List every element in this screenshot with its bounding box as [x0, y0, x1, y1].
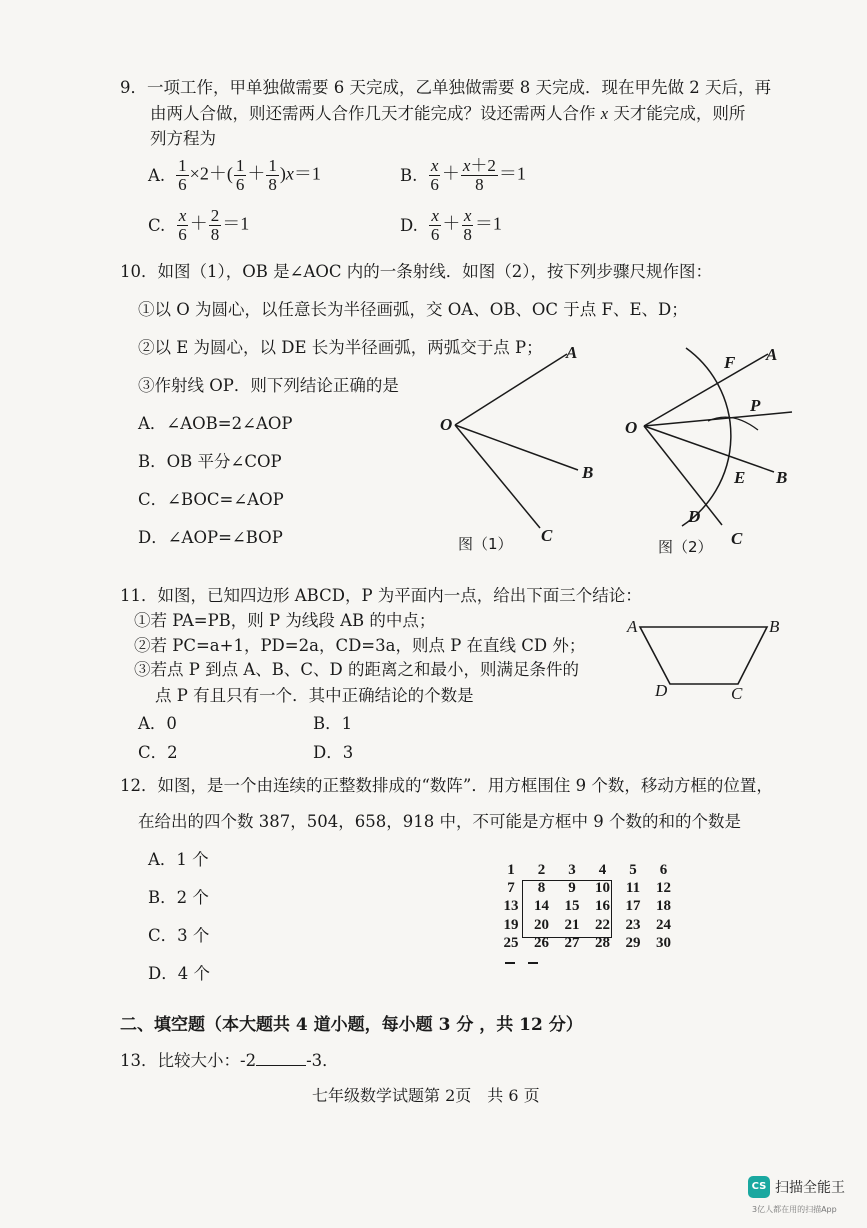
q9-line2-end: 天才能完成，则所	[613, 104, 746, 123]
q9-var-x: x	[600, 104, 609, 123]
grid-cell: 22	[595, 916, 610, 933]
grid-cell: 21	[564, 916, 580, 933]
q11-label-b: B	[769, 617, 780, 636]
grid-cell: 12	[656, 880, 671, 897]
camscanner-name: 扫描全能王	[775, 1180, 845, 1196]
q11-label-d: D	[655, 681, 668, 700]
q9-option-d	[400, 202, 502, 248]
q10-line1: 10．如图（1），OB 是∠AOC 内的一条射线．如图（2），按下列步骤尺规作图：	[120, 262, 713, 281]
grid-cell: 26	[534, 934, 549, 951]
q10-step3: ③作射线 OP．则下列结论正确的是	[138, 376, 399, 395]
q9-line2	[150, 106, 745, 123]
q13-suffix: -3．	[306, 1051, 339, 1070]
grid-cell: 7	[507, 880, 515, 897]
grid-cell: 17	[625, 898, 641, 915]
q9-option-a-label: A.	[148, 165, 166, 185]
grid-cell: 15	[564, 898, 580, 915]
q10-option-b: B．OB 平分∠COP	[138, 452, 282, 471]
section-2-heading: 二、填空题（本大题共 4 道小题，每小题 3 分 ，共 12 分）	[120, 1015, 583, 1035]
q11-conclusion-2: ②若 PC=a+1，PD=2a，CD=3a，则点 P 在直线 CD 外；	[134, 636, 586, 655]
grid-cell: 8	[537, 880, 546, 897]
grid-cell: 30	[656, 934, 671, 951]
number-grid-box	[522, 880, 612, 938]
q11-conclusion-3b: 点 P 有且只有一个．其中正确结论的个数是	[155, 686, 474, 705]
q12-option-a: A．1 个	[148, 850, 209, 869]
grid-cell: 14	[534, 898, 549, 915]
q12-line1: 12．如图，是一个由连续的正整数排成的“数阵”．用方框围住 9 个数，移动方框的位置，	[120, 776, 773, 795]
q10-option-c: C．∠BOC=∠AOP	[138, 490, 284, 509]
grid-cell: 23	[625, 916, 641, 933]
grid-cell: 16	[595, 898, 610, 915]
q9-option-d-label: D.	[400, 215, 418, 235]
grid-cell: 25	[503, 934, 519, 951]
q9-line1: 9．一项工作，甲单独做需要 6 天完成，乙单独做需要 8 天完成．现在甲先做 2 天后，再	[120, 78, 771, 97]
grid-cell: 6	[659, 862, 668, 878]
grid-cell: 20	[534, 916, 549, 933]
grid-continuation-mark	[528, 962, 538, 964]
fig1-label-a: A	[566, 343, 578, 362]
grid-continuation-mark	[505, 962, 515, 964]
grid-cell: 29	[625, 934, 641, 951]
fig2-label-o: O	[625, 418, 638, 437]
q10-figure-1	[430, 340, 600, 555]
q12-option-c: C．3 个	[148, 926, 210, 945]
grid-cell: 28	[595, 934, 610, 951]
fig1-label-c: C	[541, 526, 553, 545]
grid-cell: 1	[507, 862, 515, 878]
q9-option-b	[400, 152, 526, 198]
q9-option-b-label: B.	[400, 165, 418, 185]
q13-prefix: 13．比较大小：-2	[120, 1051, 257, 1070]
grid-cell: 3	[568, 862, 576, 878]
q13-answer-blank	[256, 1051, 306, 1066]
q9-option-c-label: C.	[148, 215, 166, 235]
q10-option-d: D．∠AOP=∠BOP	[138, 528, 283, 547]
grid-cell: 2	[537, 862, 546, 878]
q9-line2-text: 由两人合做，则还需两人合作几天才能完成？设还需两人合作	[150, 104, 596, 123]
fig1-caption: 图（1）	[458, 535, 513, 553]
q9-option-c	[148, 202, 249, 248]
q11-line1: 11．如图，已知四边形 ABCD，P 为平面内一点，给出下面三个结论：	[120, 586, 642, 605]
grid-cell: 10	[595, 880, 610, 897]
fig2-label-p: P	[750, 396, 761, 415]
q11-quadrilateral-figure	[620, 612, 790, 704]
fig2-label-e: E	[734, 468, 746, 487]
q11-conclusion-3a: ③若点 P 到点 A、B、C、D 的距离之和最小，则满足条件的	[134, 660, 579, 679]
q11-option-b: B．1	[313, 714, 353, 733]
grid-cell: 18	[656, 898, 671, 915]
q9-option-a-expr: $\frac{1}{6}$ ×2＋( $\frac{1}{6}$ ＋ $\frac{1}{8}$ )x＝1	[178, 155, 321, 194]
q9-option-a	[148, 152, 321, 198]
q9-line3: 列方程为	[150, 129, 216, 148]
q12-line2: 在给出的四个数 387，504，658，918 中，不可能是方框中 9 个数的和的个数是	[138, 812, 741, 831]
camscanner-logo-icon: CS	[748, 1176, 770, 1198]
fig2-label-b: B	[776, 468, 788, 487]
fig2-label-c: C	[731, 529, 743, 548]
grid-cell: 19	[503, 916, 519, 933]
grid-cell: 24	[656, 916, 671, 933]
q10-figure-2	[620, 340, 800, 555]
q9-option-d-expr: $\frac{x}{6}$ ＋ $\frac{x}{8}$ ＝1	[430, 205, 502, 244]
camscanner-tagline: 3亿人都在用的扫描App	[752, 1205, 837, 1214]
q9-option-b-expr: $\frac{x}{6}$ ＋ $\frac{x+2}{8}$ ＝1	[430, 155, 526, 194]
grid-cell: 5	[629, 862, 637, 878]
q13	[120, 1051, 339, 1070]
fig2-label-a: A	[766, 345, 778, 364]
q10-step2: ②以 E 为圆心，以 DE 长为半径画弧，两弧交于点 P；	[138, 338, 543, 357]
q12-option-d: D．4 个	[148, 964, 210, 983]
q11-option-a: A．0	[138, 714, 177, 733]
q9-option-c-expr: $\frac{x}{6}$ ＋ $\frac{2}{8}$ ＝1	[178, 205, 250, 244]
grid-cell: 13	[503, 898, 519, 915]
fig2-label-f: F	[724, 353, 736, 372]
q11-label-c: C	[731, 684, 743, 703]
grid-cell: 11	[625, 880, 641, 897]
q11-label-a: A	[627, 617, 638, 636]
q11-option-d: D．3	[313, 743, 354, 762]
grid-cell: 4	[598, 862, 607, 878]
fig1-label-o: O	[440, 415, 453, 434]
q11-option-c: C．2	[138, 743, 178, 762]
q12-option-b: B．2 个	[148, 888, 209, 907]
q11-conclusion-1: ①若 PA=PB，则 P 为线段 AB 的中点；	[134, 611, 436, 630]
fig2-label-d: D	[688, 507, 701, 526]
q10-option-a: A．∠AOB=2∠AOP	[138, 414, 293, 433]
fig2-caption: 图（2）	[658, 538, 713, 556]
fig1-label-b: B	[582, 463, 594, 482]
q10-step1: ①以 O 为圆心，以任意长为半径画弧，交 OA、OB、OC 于点 F、E、D；	[138, 300, 688, 319]
page-footer: 七年级数学试题第 2页 共 6 页	[312, 1086, 540, 1105]
grid-cell: 9	[568, 880, 576, 897]
grid-cell: 27	[564, 934, 580, 951]
